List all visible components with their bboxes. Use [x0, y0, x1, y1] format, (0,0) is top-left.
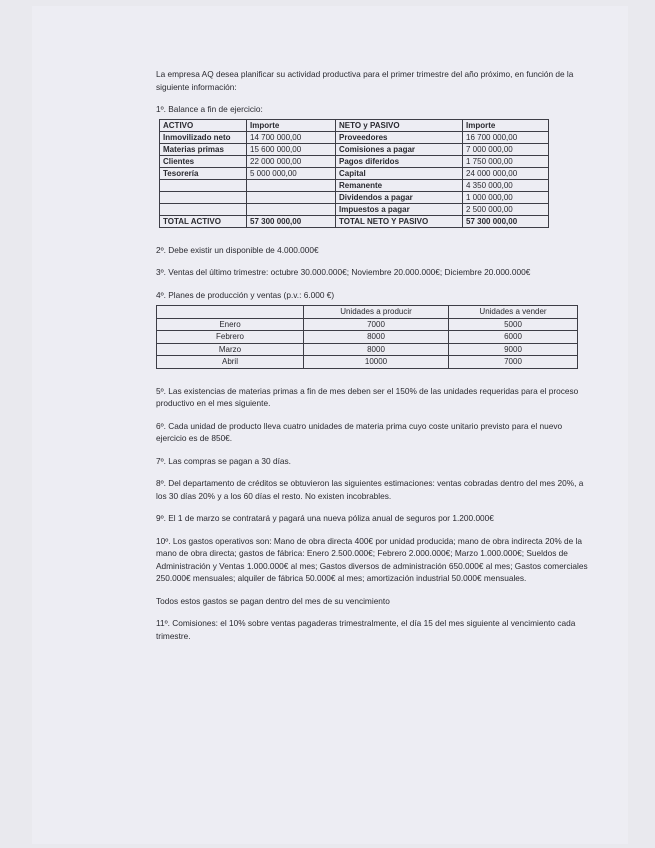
table-cell: 5000	[449, 318, 578, 331]
paragraph-3: 3º. Ventas del último trimestre: octubre 30.000.000€; Noviembre 20.000.000€; Diciembre 20.000.000€	[156, 267, 531, 277]
table-cell: Comisiones a pagar	[336, 143, 463, 155]
table-cell: 15 600 000,00	[247, 143, 336, 155]
table-row	[160, 167, 549, 179]
table-cell: 57 300 000,00	[463, 215, 549, 227]
table-cell: 5 000 000,00	[247, 167, 336, 179]
table-cell: 22 000 000,00	[247, 155, 336, 167]
table-row	[160, 203, 549, 215]
header-cell: Importe	[247, 119, 336, 131]
table-cell: 16 700 000,00	[463, 131, 549, 143]
table-cell	[247, 191, 336, 203]
plan-label: 4º. Planes de producción y ventas (p.v.: 6.000 €)	[156, 289, 335, 300]
table-row	[160, 179, 549, 191]
table-cell: Capital	[336, 167, 463, 179]
table-cell: Tesorería	[160, 167, 247, 179]
header-cell: NETO y PASIVO	[336, 119, 463, 131]
table-cell: Enero	[157, 318, 304, 331]
table-cell: 7000	[304, 318, 449, 331]
paragraph-10b: Todos estos gastos se pagan dentro del mes de su vencimiento	[156, 595, 390, 606]
table-cell: 8000	[304, 343, 449, 356]
table-cell: Marzo	[157, 343, 304, 356]
header-cell: ACTIVO	[160, 119, 247, 131]
document-body	[156, 68, 588, 652]
table-cell: Impuestos a pagar	[336, 203, 463, 215]
table-cell: Materias primas	[160, 143, 247, 155]
table-cell: 57 300 000,00	[247, 215, 336, 227]
table-cell: 14 700 000,00	[247, 131, 336, 143]
table-cell: Febrero	[157, 331, 304, 344]
paragraph-7: 7º. Las compras se pagan a 30 días.	[156, 455, 291, 466]
table-row	[157, 356, 578, 369]
table-cell: 10000	[304, 356, 449, 369]
table-cell: Abril	[157, 356, 304, 369]
table-cell: 6000	[449, 331, 578, 344]
table-cell	[247, 179, 336, 191]
table-row	[160, 131, 549, 143]
table-cell	[160, 191, 247, 203]
table-cell: Remanente	[336, 179, 463, 191]
paragraph-5: 5º. Las existencias de materias primas a fin de mes deben ser el 150% de las unidades requeridas para el proceso productivo en el mes siguiente.	[156, 385, 579, 408]
plan-header-row	[157, 306, 578, 319]
table-row	[160, 191, 549, 203]
table-cell: Clientes	[160, 155, 247, 167]
table-cell: 1 750 000,00	[463, 155, 549, 167]
table-cell	[247, 203, 336, 215]
table-cell: Inmovilizado neto	[160, 131, 247, 143]
paragraph-9: 9º. El 1 de marzo se contratará y pagará una nueva póliza anual de seguros por 1.200.000€	[156, 513, 494, 523]
table-cell: 4 350 000,00	[463, 179, 549, 191]
balance-label: 1º. Balance a fin de ejercicio:	[156, 104, 263, 114]
table-row	[157, 343, 578, 356]
paragraph-6: 6º. Cada unidad de producto lleva cuatro unidades de materia prima cuyo coste unitario previsto para el nuevo ejercicio es de 850€.	[156, 420, 563, 443]
table-cell: 9000	[449, 343, 578, 356]
table-row	[157, 318, 578, 331]
header-cell: Importe	[463, 119, 549, 131]
plan-table	[156, 305, 578, 369]
table-row	[160, 155, 549, 167]
table-cell: 1 000 000,00	[463, 191, 549, 203]
table-cell: 8000	[304, 331, 449, 344]
table-cell: Proveedores	[336, 131, 463, 143]
table-row	[160, 143, 549, 155]
paper-sheet	[32, 6, 628, 844]
paragraph-10: 10º. Los gastos operativos son: Mano de obra directa 400€ por unidad producida; mano de obra indirecta 20% de la mano de obra directa; gastos de fábrica: Enero 2.500.000€; Febrero 2.000.000€; Marzo 1.000.000€; Sueldos de Administración y Ventas 1.000.000€ al mes; Gastos diversos de administración 650.000€ al mes; Gastos comerciales 250.000€ mensuales; alquiler de fábrica 50.000€ al mes; amortización industrial 50.000€ mensuales.	[156, 535, 588, 583]
table-cell: TOTAL NETO Y PASIVO	[336, 215, 463, 227]
paragraph-11: 11º. Comisiones: el 10% sobre ventas pagaderas trimestralmente, el día 15 del mes siguiente al vencimiento cada trimestre.	[156, 618, 576, 641]
table-cell: 7 000 000,00	[463, 143, 549, 155]
table-cell: 7000	[449, 356, 578, 369]
table-cell: 24 000 000,00	[463, 167, 549, 179]
paragraph-8: 8º. Del departamento de créditos se obtuvieron las siguientes estimaciones: ventas cobradas dentro del mes 20%, a los 30 días 20% y a los 60 días el resto. No existen incobrables.	[156, 478, 584, 501]
header-cell: Unidades a vender	[449, 306, 578, 319]
table-row	[157, 331, 578, 344]
table-cell: TOTAL ACTIVO	[160, 215, 247, 227]
table-cell: 2 500 000,00	[463, 203, 549, 215]
header-cell	[157, 306, 304, 319]
paragraph-2: 2º. Debe existir un disponible de 4.000.000€	[156, 244, 319, 255]
intro-paragraph: La empresa AQ desea planificar su actividad productiva para el primer trimestre del año próximo, en función de la siguiente información:	[156, 69, 574, 92]
balance-total-row	[160, 215, 549, 227]
table-cell	[160, 179, 247, 191]
header-cell: Unidades a producir	[304, 306, 449, 319]
balance-table	[159, 119, 549, 228]
table-cell: Pagos diferidos	[336, 155, 463, 167]
table-cell: Dividendos a pagar	[336, 191, 463, 203]
balance-header-row	[160, 119, 549, 131]
table-cell	[160, 203, 247, 215]
